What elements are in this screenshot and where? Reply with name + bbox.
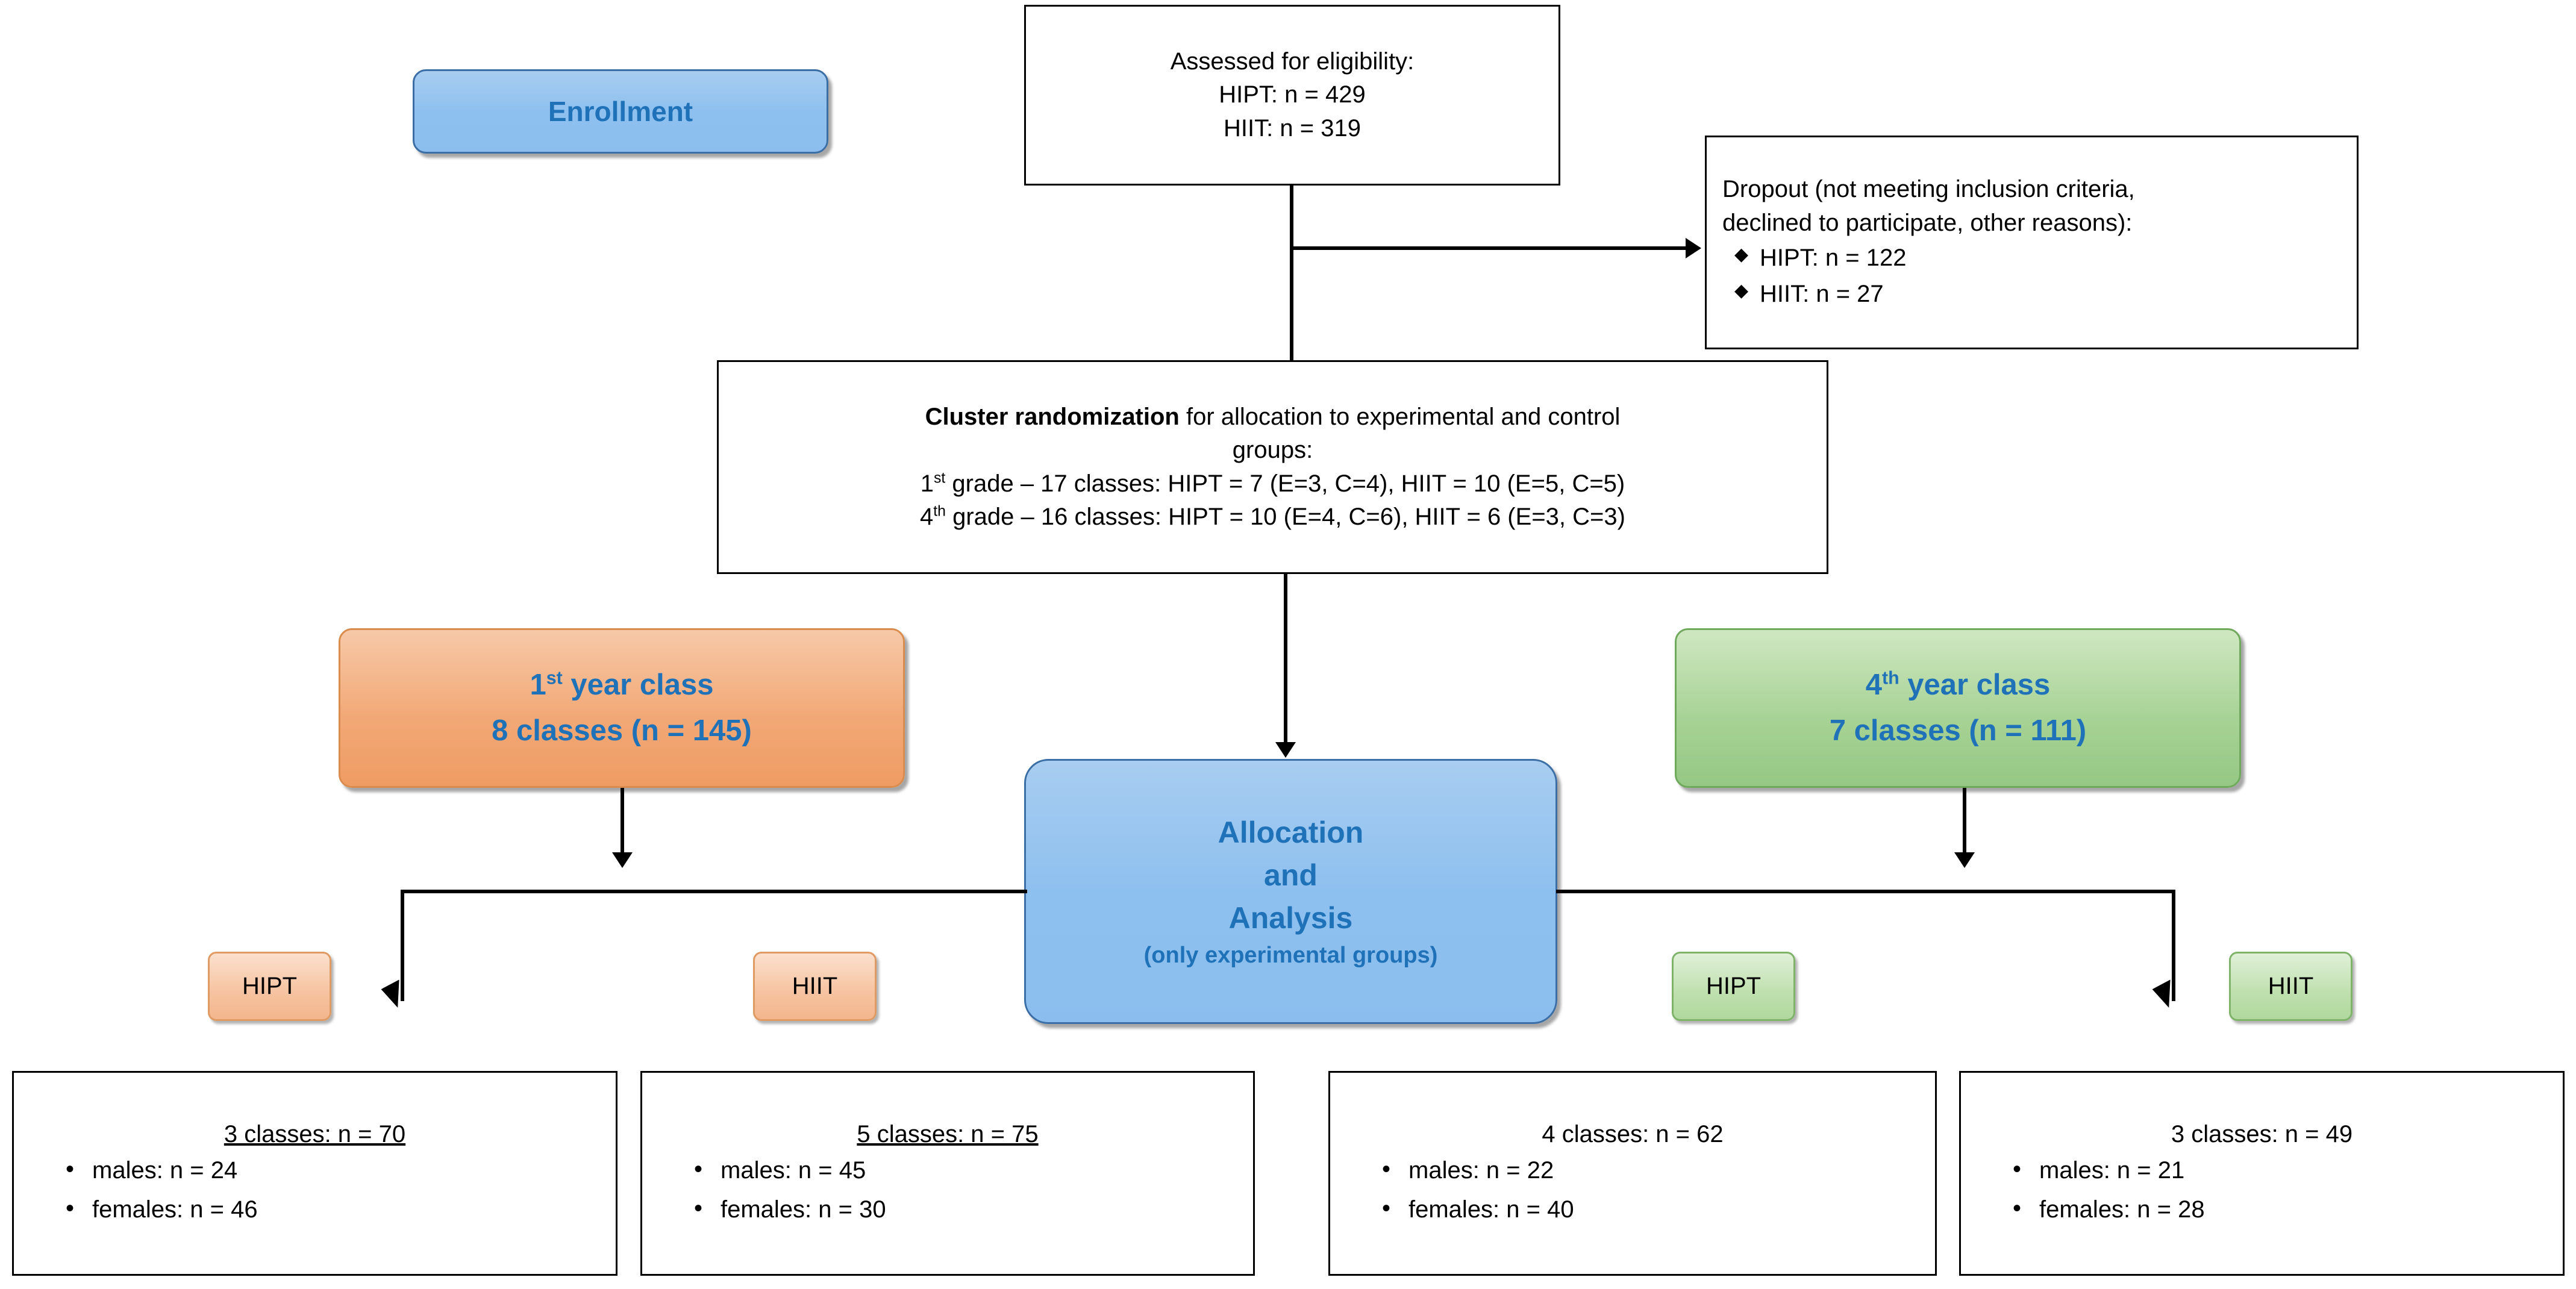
group-label-year4-hiit: [2229, 952, 2352, 1021]
dropout-list: [1722, 240, 2341, 312]
connector-year4-down: [1963, 788, 1966, 856]
year1-line-2: 8 classes (n = 145): [492, 714, 752, 747]
result-list: [20, 1151, 610, 1229]
year4-pre: 4: [1865, 668, 1882, 701]
result-box-year4-hiit: [1959, 1071, 2565, 1276]
connector-to-dropout: [1290, 246, 1687, 250]
year4-line-1: [1866, 663, 2051, 708]
arrowhead-right-hiit: [2152, 979, 2182, 1010]
grade4-pre: 4: [920, 503, 934, 530]
arrowhead-to-dropout: [1686, 238, 1701, 258]
result-box-year1-hipt: [12, 1071, 617, 1276]
randomization-lead-rest: for allocation to experimental and control: [1179, 404, 1621, 431]
group-label-year1-hiit: [753, 952, 877, 1021]
assessed-line-2: HIPT: n = 429: [1219, 81, 1366, 108]
result-item: • males: n = 21: [2039, 1151, 2557, 1190]
randomization-grade4: [732, 501, 1813, 534]
assessed-line-3: HIIT: n = 319: [1224, 114, 1361, 142]
group-label-year1-hiit-text: HIIT: [792, 973, 838, 999]
stage-label-enrollment: [413, 69, 828, 154]
box-dropout: [1705, 136, 2359, 349]
result-header: 4 classes: n = 62: [1542, 1120, 1724, 1147]
connector-randomization-down: [1284, 574, 1287, 746]
group-label-year1-hipt-text: HIPT: [242, 973, 298, 999]
dropout-line-2: declined to participate, other reasons):: [1722, 209, 2133, 236]
result-header: 5 classes: n = 75: [857, 1120, 1039, 1147]
randomization-line-2: groups:: [1232, 437, 1313, 464]
grade1-pre: 1: [920, 470, 934, 497]
stage-label-year1: [339, 628, 905, 788]
year1-rest: year class: [562, 668, 714, 701]
year4-sup: th: [1881, 667, 1899, 688]
allocation-line-3: Analysis: [1228, 900, 1353, 935]
result-item: • males: n = 45: [721, 1151, 1247, 1190]
stage-label-allocation: [1024, 759, 1557, 1024]
year1-line-1: [530, 663, 714, 708]
allocation-line-2: and: [1264, 858, 1318, 892]
result-header: 3 classes: n = 70: [224, 1120, 406, 1147]
grade1-sup: st: [933, 470, 946, 487]
group-label-year4-hipt: [1672, 952, 1795, 1021]
result-list: [1967, 1151, 2557, 1229]
arrowhead-left-hipt: [381, 979, 411, 1010]
year1-pre: 1: [530, 668, 546, 701]
allocation-note: (only experimental groups): [1143, 942, 1438, 968]
result-item: • males: n = 24: [92, 1151, 610, 1190]
year4-rest: year class: [1899, 668, 2051, 701]
group-label-year4-hiit-text: HIIT: [2268, 973, 2314, 999]
grade1-rest: grade – 17 classes: HIPT = 7 (E=3, C=4), HIIT = 10 (E=5, C=5): [945, 470, 1625, 497]
dropout-line-1: Dropout (not meeting inclusion criteria,: [1722, 176, 2135, 203]
randomization-lead-bold: Cluster randomization: [925, 404, 1180, 431]
randomization-line-1: [732, 401, 1813, 434]
allocation-line-1: Allocation: [1218, 815, 1364, 849]
grade4-rest: grade – 16 classes: HIPT = 10 (E=4, C=6), HIIT = 6 (E=3, C=3): [945, 503, 1625, 530]
arrowhead-year1: [612, 852, 633, 868]
arrowhead-allocation: [1275, 742, 1296, 758]
year4-line-2: 7 classes (n = 111): [1829, 714, 2087, 747]
result-item: • females: n = 46: [92, 1190, 610, 1229]
result-item: • females: n = 40: [1408, 1190, 1929, 1229]
result-item: • females: n = 28: [2039, 1190, 2557, 1229]
result-box-year4-hipt: [1328, 1071, 1937, 1276]
result-header: 3 classes: n = 49: [2171, 1120, 2353, 1147]
stage-label-year4: [1675, 628, 2241, 788]
arrowhead-year4: [1954, 852, 1975, 868]
connector-year1-down: [621, 788, 624, 856]
box-assessed-eligibility: [1024, 5, 1560, 186]
result-item: • females: n = 30: [721, 1190, 1247, 1229]
grade4-sup: th: [933, 503, 946, 520]
result-box-year1-hiit: [640, 1071, 1255, 1276]
year1-sup: st: [546, 667, 563, 688]
assessed-line-1: Assessed for eligibility:: [1170, 48, 1415, 75]
stage-label-enrollment-text: Enrollment: [548, 96, 693, 127]
box-cluster-randomization: [717, 360, 1828, 574]
connector-allocation-left: [401, 890, 1027, 893]
group-label-year4-hipt-text: HIPT: [1705, 973, 1762, 999]
result-item: • males: n = 22: [1408, 1151, 1929, 1190]
result-list: [1336, 1151, 1929, 1229]
result-list: [648, 1151, 1247, 1229]
connector-allocation-right: [1556, 890, 2175, 893]
dropout-item: ◆ HIIT: n = 27: [1760, 276, 2341, 312]
connector-eligibility-down: [1290, 186, 1293, 360]
randomization-grade1: [732, 467, 1813, 501]
dropout-item: ◆ HIPT: n = 122: [1760, 240, 2341, 276]
group-label-year1-hipt: [208, 952, 331, 1021]
